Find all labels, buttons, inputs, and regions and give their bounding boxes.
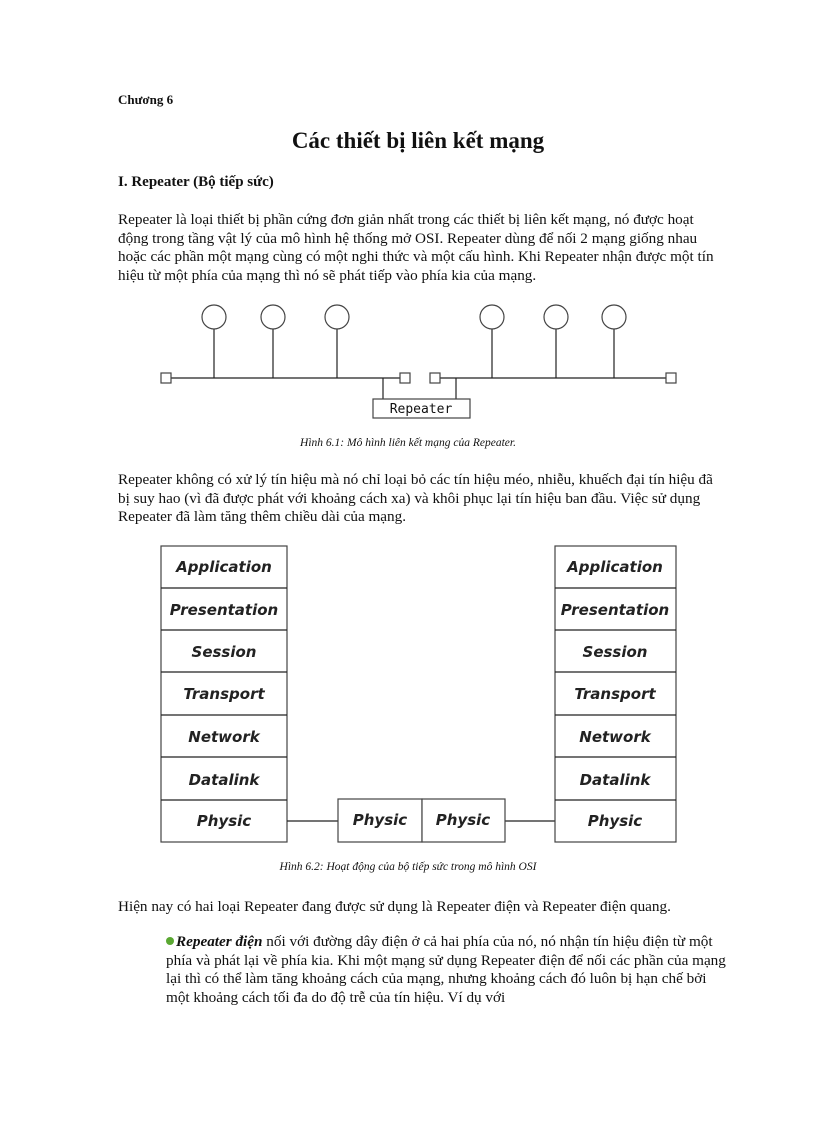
host-node bbox=[261, 305, 285, 329]
osi-layer-presentation: Presentation bbox=[560, 601, 670, 619]
section-heading: I. Repeater (Bộ tiếp sức) bbox=[118, 174, 274, 190]
left-terminator bbox=[161, 373, 171, 383]
bullet-item bbox=[166, 933, 726, 1007]
osi-layer-datalink: Datalink bbox=[579, 771, 651, 789]
page-title: Các thiết bị liên kết mạng bbox=[291, 128, 545, 153]
osi-layer-presentation: Presentation bbox=[169, 601, 279, 619]
figure-1-caption: Hình 6.1: Mô hình liên kết mạng của Repeater. bbox=[300, 437, 516, 449]
figure-1-repeater-network bbox=[161, 305, 676, 418]
left-end-node bbox=[400, 373, 410, 383]
right-terminator bbox=[666, 373, 676, 383]
osi-layer-network: Network bbox=[188, 728, 260, 746]
host-node bbox=[480, 305, 504, 329]
bullet-term: Repeater điện bbox=[176, 933, 263, 950]
osi-layer-transport: Transport bbox=[574, 685, 656, 703]
osi-layer-application: Application bbox=[176, 558, 272, 576]
osi-layer-physic: Physic bbox=[196, 812, 252, 830]
paragraph-3: Hiện nay có hai loại Repeater đang được sử dụng là Repeater điện và Repeater điện quang. bbox=[118, 898, 671, 915]
figure-2-caption: Hình 6.2: Hoạt động của bộ tiếp sức trong mô hình OSI bbox=[279, 861, 537, 873]
repeater-physic-right: Physic bbox=[435, 811, 491, 829]
host-node bbox=[544, 305, 568, 329]
bullet-text: nối với đường dây điện ở cả hai phía của nó, nó nhận tín hiệu điện từ một phía và phát lại về phía kia. Khi một mạng sử dụng Repeater điện để nối các phần của mạng lại thì có thể làm tăng khoảng cách của mạng, nhưng khoảng cách đó luôn bị hạn chế bởi một khoảng cách tối đa do độ trễ của tín hiệu. Ví dụ với bbox=[166, 933, 726, 1006]
repeater-label: Repeater bbox=[389, 402, 453, 417]
host-node bbox=[202, 305, 226, 329]
osi-layer-session: Session bbox=[191, 643, 257, 661]
host-node bbox=[325, 305, 349, 329]
bullet-dot-icon bbox=[166, 937, 174, 945]
osi-layer-transport: Transport bbox=[183, 685, 265, 703]
chapter-label: Chương 6 bbox=[118, 92, 174, 107]
host-node bbox=[602, 305, 626, 329]
repeater-physic-left: Physic bbox=[352, 811, 408, 829]
paragraph-1: Repeater là loại thiết bị phần cứng đơn giản nhất trong các thiết bị liên kết mạng, nó được hoạt động trong tầng vật lý của mô hình hệ thống mở OSI. Repeater dùng để nối 2 mạng giống nhau hoặc các phần một mạng cùng có một nghi thức và một cấu hình. Khi Repeater nhận được một tín hiệu từ một phía của mạng thì nó sẽ phát tiếp vào phía kia của mạng. bbox=[118, 211, 714, 284]
osi-layer-physic: Physic bbox=[587, 812, 643, 830]
osi-layer-network: Network bbox=[579, 728, 651, 746]
figure-2-osi-repeater bbox=[161, 546, 676, 842]
osi-layer-datalink: Datalink bbox=[188, 771, 260, 789]
osi-layer-application: Application bbox=[567, 558, 663, 576]
osi-layer-session: Session bbox=[582, 643, 648, 661]
right-end-node bbox=[430, 373, 440, 383]
paragraph-2: Repeater không có xử lý tín hiệu mà nó chỉ loại bỏ các tín hiệu méo, nhiễu, khuếch đại tín hiệu đã bị suy hao (vì đã được phát với khoảng cách xa) và khôi phục lại tín hiệu ban đầu. Việc sử dụng Repeater đã làm tăng thêm chiều dài của mạng. bbox=[118, 471, 713, 525]
